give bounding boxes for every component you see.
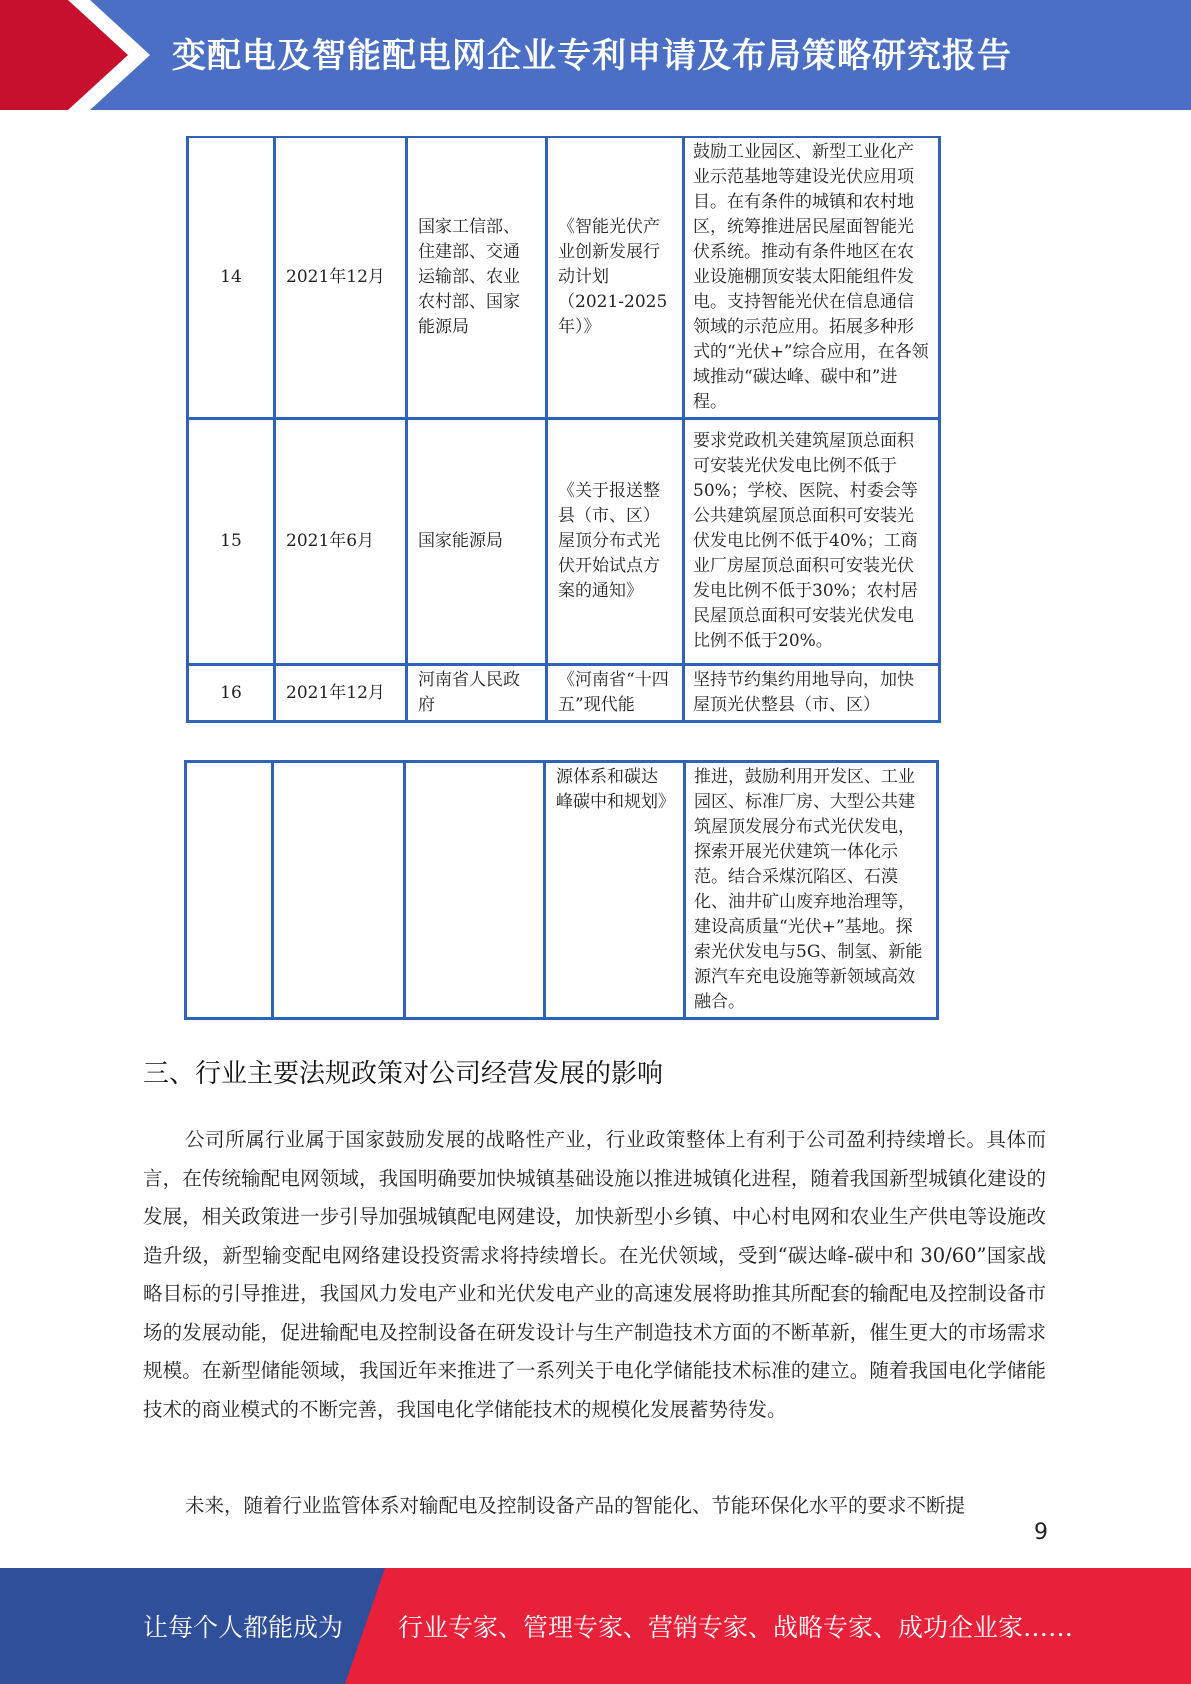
row-date: 2021年6月 [275,419,407,665]
row-document: 《智能光伏产业创新发展行动计划（2021-2025年）》 [547,137,684,419]
row-number: 14 [188,137,275,419]
row-number [186,762,273,1019]
table-row [188,665,940,722]
row-issuer [405,762,545,1019]
table-row [186,762,938,1019]
row-issuer: 国家能源局 [407,419,547,665]
row-document: 《关于报送整县（市、区）屋顶分布式光伏开始试点方案的通知》 [547,419,684,665]
footer-slogan-left: 让每个人都能成为 [143,1613,344,1642]
row-document: 源体系和碳达峰碳中和规划》 [545,762,685,1019]
header-chevron-icon [0,0,160,110]
row-date: 2021年12月 [275,665,407,722]
body-paragraph: 公司所属行业属于国家鼓励发展的战略性产业，行业政策整体上有利于公司盈利持续增长。具体而言，在传统输配电网领域，我国明确要加快城镇基础设施以推进城镇化进程，随着我国新型城镇化建设的发展，相关政策进一步引导加强城镇配电网建设，加快新型小乡镇、中心村电网和农业生产供电等设施改造升级，新型输变配电网络建设投资需求将持续增长。在光伏领域，受到“碳达峰-碳中和 30/60”国家战略目标的引导推进，我国风力发电产业和光伏发电产业的高速发展将助推其所配套的输配电及控制设备市场的发展动能，促进输配电及控制设备在研发设计与生产制造技术方面的不断革新，催生更大的市场需求规模。在新型储能领域，我国近年来推进了一系列关于电化学储能技术标准的建立。随着我国电化学储能技术的商业模式的不断完善，我国电化学储能技术的规模化发展蓄势待发。 [143,1128,1046,1421]
row-date [273,762,405,1019]
section-heading: 三、行业主要法规政策对公司经营发展的影响 [143,1059,664,1089]
page-number: 9 [1034,1520,1048,1545]
row-content: 要求党政机关建筑屋顶总面积可安装光伏发电比例不低于50%；学校、医院、村委会等公共建筑屋顶总面积可安装光伏发电比例不低于40%；工商业厂房屋顶总面积可安装光伏发电比例不低于30%；农村居民屋顶总面积可安装光伏发电比例不低于20%。 [684,419,940,665]
page-header [0,0,1191,110]
page-footer [0,1568,1191,1684]
row-issuer: 国家工信部、住建部、交通运输部、农业农村部、国家能源局 [407,137,547,419]
row-issuer: 河南省人民政府 [407,665,547,722]
policy-table-continuation [184,760,939,1020]
row-number: 16 [188,665,275,722]
table-row [188,419,940,665]
row-content: 推进，鼓励利用开发区、工业园区、标准厂房、大型公共建筑屋顶发展分布式光伏发电，探索开展光伏建筑一体化示范。结合采煤沉陷区、石漠化、油井矿山废弃地治理等，建设高质量“光伏+”基地。探索光伏发电与5G、制氢、新能源汽车充电设施等新领域高效融合。 [685,762,938,1019]
policy-table [186,136,941,723]
row-number: 15 [188,419,275,665]
table-row [188,137,940,419]
row-content: 鼓励工业园区、新型工业化产业示范基地等建设光伏应用项目。在有条件的城镇和农村地区，统筹推进居民屋面智能光伏系统。推动有条件地区在农业设施棚顶安装太阳能组件发电。支持智能光伏在信息通信领域的示范应用。拓展多种形式的“光伏+”综合应用，在各领域推动“碳达峰、碳中和”进程。 [684,137,940,419]
row-content: 坚持节约集约用地导向，加快屋顶光伏整县（市、区） [684,665,940,722]
body-paragraph: 未来，随着行业监管体系对输配电及控制设备产品的智能化、节能环保化水平的要求不断提 [185,1494,966,1517]
report-title: 变配电及智能配电网企业专利申请及布局策略研究报告 [172,36,1012,76]
row-date: 2021年12月 [275,137,407,419]
footer-slogan-right: 行业专家、管理专家、营销专家、战略专家、成功企业家…… [398,1613,1074,1642]
row-document: 《河南省“十四五”现代能 [547,665,684,722]
